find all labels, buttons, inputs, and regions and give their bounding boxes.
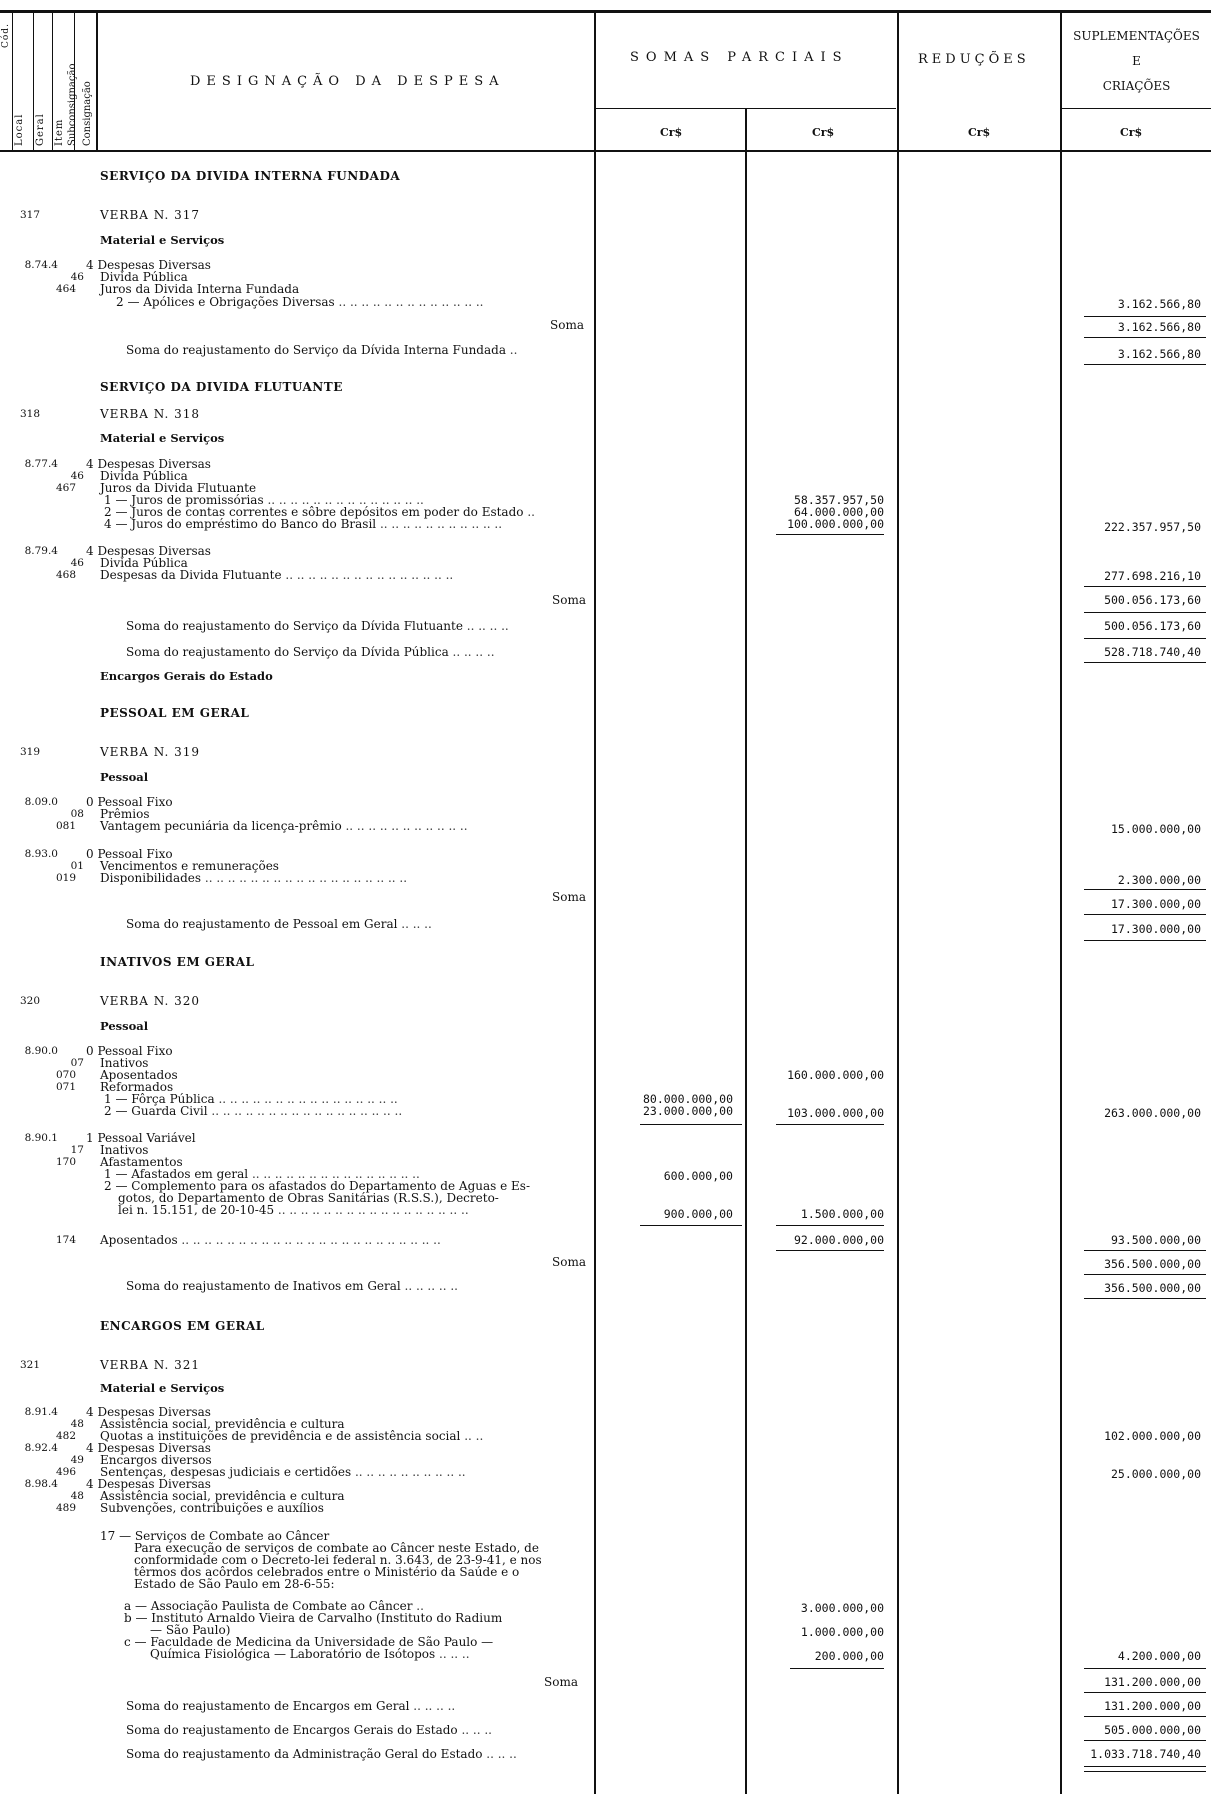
line-code: 170 — [55, 1156, 76, 1168]
value-suplem: 277.698.216,10 — [1104, 569, 1201, 583]
line-code: 496 — [55, 1466, 76, 1478]
rule — [1084, 364, 1206, 365]
line-text: 1 — Fôrça Pública .. .. .. .. .. .. .. .. .. .. .. .. .. .. .. .. — [104, 1092, 398, 1106]
reaj-label: Soma do reajustamento de Inativos em Geral .. .. .. .. .. — [126, 1279, 458, 1293]
header-bottom-rule — [0, 150, 1211, 152]
line-text: c — Faculdade de Medicina da Universidade de São Paulo — — [124, 1635, 494, 1649]
line-text: 2 — Complemento para os afastados do Departamento de Aguas e Es- — [104, 1179, 530, 1193]
value-suplem: 15.000.000,00 — [1110, 822, 1201, 836]
soma-label: Soma — [550, 318, 584, 332]
double-rule — [1084, 1766, 1206, 1772]
line-code: 464 — [55, 283, 76, 295]
value-parcial: 23.000.000,00 — [642, 1104, 733, 1118]
line-text: 4 Despesas Diversas — [86, 457, 211, 471]
line-text: 0 Pessoal Fixo — [86, 1044, 173, 1058]
line-code: 081 — [55, 820, 76, 832]
line-text: 0 Pessoal Fixo — [86, 847, 173, 861]
line-text: Assistência social, previdência e cultura — [100, 1489, 345, 1503]
line-code: 48 — [70, 1418, 84, 1430]
verba-code: 321 — [19, 1359, 40, 1371]
currency-col4: Cr$ — [1120, 126, 1143, 139]
line-text: têrmos dos acôrdos celebrados entre o Ministério da Saúde e o — [134, 1565, 520, 1579]
line-code: 8.74.4 — [24, 259, 58, 271]
currency-col2: Cr$ — [812, 126, 835, 139]
line-text: lei n. 15.151, de 20-10-45 .. .. .. .. .. .. .. .. .. .. .. .. .. .. .. .. .. — [118, 1203, 469, 1217]
col-divider-somas — [594, 10, 596, 1794]
reaj-label: Soma do reajustamento do Serviço da Dívida Pública .. .. .. .. — [126, 645, 495, 659]
line-code: 8.93.0 — [24, 848, 58, 860]
verba-label: VERBA N. 320 — [100, 994, 201, 1008]
reaj-label: Soma do reajustamento da Administração Geral do Estado .. .. .. — [126, 1747, 517, 1761]
rule — [1084, 316, 1206, 317]
reaj-value: 528.718.740,40 — [1104, 645, 1201, 659]
verba-code: 318 — [19, 408, 40, 420]
subheading: Pessoal — [100, 770, 149, 784]
value-parcial: 100.000.000,00 — [787, 517, 884, 531]
line-text: Inativos — [100, 1143, 149, 1157]
col-divider-cod — [12, 10, 13, 152]
line-text: Quotas a instituições de previdência e de assistência social .. .. — [100, 1429, 484, 1443]
header-mid-rule-right — [1062, 108, 1211, 109]
subheading: Material e Serviços — [100, 431, 225, 445]
reaj-label: Soma do reajustamento do Serviço da Dívida Flutuante .. .. .. .. — [126, 619, 509, 633]
reaj-value: 131.200.000,00 — [1104, 1699, 1201, 1713]
line-text: Encargos diversos — [100, 1453, 212, 1467]
line-text: 1 — Afastados em geral .. .. .. .. .. .. .. .. .. .. .. .. .. .. .. — [104, 1167, 420, 1181]
soma-label: Soma — [552, 890, 586, 904]
value-suplem: 93.500.000,00 — [1110, 1233, 1201, 1247]
line-text: 17 — Serviços de Combate ao Câncer — [100, 1529, 330, 1543]
subheading: Material e Serviços — [100, 233, 225, 247]
line-code: 46 — [70, 557, 84, 569]
rule — [776, 1124, 884, 1125]
rule — [1084, 662, 1206, 663]
line-text: Aposentados — [100, 1068, 178, 1082]
line-text: Despesas da Divida Flutuante .. .. .. .. .. .. .. .. .. .. .. .. .. .. .. — [100, 568, 454, 582]
col-divider-a — [33, 10, 34, 152]
verba-label: VERBA N. 318 — [100, 407, 201, 421]
line-text: a — Associação Paulista de Combate ao Câncer .. — [124, 1599, 424, 1613]
line-code: 482 — [55, 1430, 76, 1442]
verba-code: 317 — [19, 209, 40, 221]
verba-label: VERBA N. 319 — [100, 745, 201, 759]
reaj-value: 505.000.000,00 — [1104, 1723, 1201, 1737]
rule — [1084, 612, 1206, 613]
line-text: Vencimentos e remunerações — [100, 859, 279, 873]
line-text: Juros da Divida Flutuante — [100, 481, 257, 495]
header-reducoes: REDUÇÕES — [918, 52, 1030, 67]
reaj-label: Soma do reajustamento de Encargos em Geral .. .. .. .. — [126, 1699, 456, 1713]
value-suplem: 4.200.000,00 — [1117, 1649, 1201, 1663]
rule — [640, 1225, 742, 1226]
reaj-value: 3.162.566,80 — [1117, 347, 1201, 361]
line-text: Divida Pública — [100, 270, 188, 284]
col-subconsignacao: Subconsignação — [67, 63, 78, 146]
value-parcial: 3.000.000,00 — [800, 1601, 884, 1615]
col-divider-left — [96, 10, 98, 152]
currency-col3: Cr$ — [968, 126, 991, 139]
col-item: Item — [54, 118, 65, 146]
reaj-label: Soma do reajustamento de Encargos Gerais do Estado .. .. .. — [126, 1723, 492, 1737]
rule — [1084, 638, 1206, 639]
value-parcial: 200.000,00 — [814, 1649, 884, 1663]
line-code: 467 — [55, 482, 76, 494]
rule — [1084, 586, 1206, 587]
line-text: 4 Despesas Diversas — [86, 258, 211, 272]
line-text: Afastamentos — [100, 1155, 183, 1169]
soma-value: 356.500.000,00 — [1104, 1257, 1201, 1271]
value-suplem: 222.357.957,50 — [1104, 520, 1201, 534]
rule — [1084, 1668, 1206, 1669]
subheading: Encargos Gerais do Estado — [100, 669, 273, 683]
value-parcial: 80.000.000,00 — [642, 1092, 733, 1106]
value-suplem: 263.000.000,00 — [1104, 1106, 1201, 1120]
rule — [1084, 1274, 1206, 1275]
col-consignacao: Consignação — [82, 81, 93, 146]
line-text: 4 — Juros do empréstimo do Banco do Brasil .. .. .. .. .. .. .. .. .. .. .. — [104, 517, 503, 531]
value-parcial: 160.000.000,00 — [787, 1068, 884, 1082]
verba-code: 320 — [19, 995, 40, 1007]
reaj-value: 356.500.000,00 — [1104, 1281, 1201, 1295]
rule — [1084, 1740, 1206, 1741]
line-code: 468 — [55, 569, 76, 581]
currency-col1: Cr$ — [660, 126, 683, 139]
line-code: 8.98.4 — [24, 1478, 58, 1490]
line-text: — São Paulo) — [150, 1623, 231, 1637]
line-text: Subvenções, contribuições e auxílios — [100, 1501, 324, 1515]
rule — [776, 1250, 884, 1251]
value-parcial: 58.357.957,50 — [793, 493, 884, 507]
line-code: 8.91.4 — [24, 1406, 58, 1418]
rule — [1084, 1250, 1206, 1251]
reaj-label: Soma do reajustamento do Serviço da Dívida Interna Fundada .. — [126, 343, 518, 357]
line-text: 0 Pessoal Fixo — [86, 795, 173, 809]
line-text: 2 — Guarda Civil .. .. .. .. .. .. .. .. .. .. .. .. .. .. .. .. .. — [104, 1104, 403, 1118]
section-title: SERVIÇO DA DIVIDA INTERNA FUNDADA — [100, 169, 401, 183]
line-text: 4 Despesas Diversas — [86, 544, 211, 558]
line-code: 071 — [55, 1081, 76, 1093]
value-parcial: 1.500.000,00 — [800, 1207, 884, 1221]
line-text: Divida Pública — [100, 556, 188, 570]
line-code: 8.90.0 — [24, 1045, 58, 1057]
line-code: 48 — [70, 1490, 84, 1502]
rule — [1084, 940, 1206, 941]
rule — [776, 534, 884, 535]
value-suplem: 3.162.566,80 — [1117, 297, 1201, 311]
rule — [1084, 1298, 1206, 1299]
line-text: Química Fisiológica — Laboratório de Isótopos .. .. .. — [150, 1647, 470, 1661]
soma-label: Soma — [552, 593, 586, 607]
line-code: 46 — [70, 470, 84, 482]
col-divider-suplem — [1060, 10, 1062, 1794]
verba-label: VERBA N. 317 — [100, 208, 201, 222]
reaj-value: 17.300.000,00 — [1110, 922, 1201, 936]
soma-label: Soma — [552, 1255, 586, 1269]
line-text: 1 — Juros de promissórias .. .. .. .. .. .. .. .. .. .. .. .. .. .. — [104, 493, 424, 507]
reaj-value: 1.033.718.740,40 — [1090, 1747, 1201, 1761]
line-code: 489 — [55, 1502, 76, 1514]
line-code: 8.09.0 — [24, 796, 58, 808]
rule — [790, 1668, 884, 1669]
header-criacoes: CRIAÇÕES — [1102, 79, 1171, 93]
line-text: 4 Despesas Diversas — [86, 1405, 211, 1419]
line-code: 17 — [70, 1144, 84, 1156]
line-code: 01 — [70, 860, 84, 872]
col-divider-b — [52, 10, 53, 152]
line-code: 8.79.4 — [24, 545, 58, 557]
value-parcial: 1.000.000,00 — [800, 1625, 884, 1639]
line-code: 019 — [55, 872, 76, 884]
col-geral: Geral — [35, 113, 46, 146]
line-code: 08 — [70, 808, 84, 820]
line-text: 2 — Juros de contas correntes e sôbre depósitos em poder do Estado .. — [104, 505, 535, 519]
line-text: Prêmios — [100, 807, 150, 821]
rule — [1084, 1692, 1206, 1693]
line-text: Inativos — [100, 1056, 149, 1070]
line-text: 2 — Apólices e Obrigações Diversas .. .. .. .. .. .. .. .. .. .. .. .. .. — [116, 295, 484, 309]
line-code: 174 — [55, 1234, 76, 1246]
verba-code: 319 — [19, 746, 40, 758]
soma-value: 131.200.000,00 — [1104, 1675, 1201, 1689]
line-text: conformidade com o Decreto-lei federal n. 3.643, de 23-9-41, e nos — [134, 1553, 542, 1567]
value-parcial: 103.000.000,00 — [787, 1106, 884, 1120]
line-text: Vantagem pecuniária da licença-prêmio .. .. .. .. .. .. .. .. .. .. .. — [100, 819, 468, 833]
value-parcial: 900.000,00 — [663, 1207, 733, 1221]
reaj-value: 500.056.173,60 — [1104, 619, 1201, 633]
soma-value: 3.162.566,80 — [1117, 320, 1201, 334]
line-code: 070 — [55, 1069, 76, 1081]
line-text: Juros da Divida Interna Fundada — [100, 282, 300, 296]
line-text: Reformados — [100, 1080, 174, 1094]
line-text: 1 Pessoal Variável — [86, 1131, 196, 1145]
section-title: ENCARGOS EM GERAL — [100, 1319, 265, 1333]
value-suplem: 102.000.000,00 — [1104, 1429, 1201, 1443]
subheading: Pessoal — [100, 1019, 149, 1033]
line-code: 49 — [70, 1454, 84, 1466]
line-text: Aposentados .. .. .. .. .. .. .. .. .. .. .. .. .. .. .. .. .. .. .. .. .. .. .. — [100, 1233, 441, 1247]
line-text: gotos, do Departamento de Obras Sanitárias (R.S.S.), Decreto- — [118, 1191, 499, 1205]
section-title: SERVIÇO DA DIVIDA FLUTUANTE — [100, 380, 343, 394]
value-parcial: 92.000.000,00 — [793, 1233, 884, 1247]
verba-label: VERBA N. 321 — [100, 1358, 201, 1372]
header-e: E — [1132, 54, 1141, 68]
rule — [1084, 889, 1206, 890]
rule — [1084, 337, 1206, 338]
line-text: Sentenças, despesas judiciais e certidões .. .. .. .. .. .. .. .. .. .. — [100, 1465, 466, 1479]
col-divider-reducoes — [897, 10, 899, 1794]
header-somas-parciais: SOMAS PARCIAIS — [630, 50, 849, 65]
cod-label: Cód. — [1, 23, 11, 48]
reaj-label: Soma do reajustamento de Pessoal em Geral .. .. .. — [126, 917, 432, 931]
header-suplementacoes: SUPLEMENTAÇÕES — [1073, 29, 1200, 43]
line-text: Assistência social, previdência e cultura — [100, 1417, 345, 1431]
section-title: INATIVOS EM GERAL — [100, 955, 255, 969]
value-parcial: 600.000,00 — [663, 1169, 733, 1183]
line-text: 4 Despesas Diversas — [86, 1441, 211, 1455]
line-text: b — Instituto Arnaldo Vieira de Carvalho (Instituto do Radium — [124, 1611, 503, 1625]
line-code: 8.92.4 — [24, 1442, 58, 1454]
line-text: Para execução de serviços de combate ao Câncer neste Estado, de — [134, 1541, 539, 1555]
col-divider-somas-mid — [745, 108, 747, 1794]
line-code: 8.77.4 — [24, 458, 58, 470]
section-title: PESSOAL EM GERAL — [100, 706, 250, 720]
line-text: 4 Despesas Diversas — [86, 1477, 211, 1491]
rule — [1084, 914, 1206, 915]
value-suplem: 25.000.000,00 — [1110, 1467, 1201, 1481]
rule — [776, 1225, 884, 1226]
soma-value: 500.056.173,60 — [1104, 593, 1201, 607]
line-text: Estado de São Paulo em 28-6-55: — [134, 1577, 335, 1591]
line-text: Divida Pública — [100, 469, 188, 483]
soma-value: 17.300.000,00 — [1110, 897, 1201, 911]
top-rule — [0, 10, 1211, 13]
rule — [640, 1124, 742, 1125]
line-text: Disponibilidades .. .. .. .. .. .. .. .. .. .. .. .. .. .. .. .. .. .. — [100, 871, 408, 885]
value-suplem: 2.300.000,00 — [1117, 873, 1201, 887]
subheading: Material e Serviços — [100, 1381, 225, 1395]
col-local: Local — [14, 113, 25, 146]
line-code: 46 — [70, 271, 84, 283]
soma-label: Soma — [544, 1675, 578, 1689]
rule — [1084, 1716, 1206, 1717]
header-designacao: DESIGNAÇÃO DA DESPESA — [190, 74, 505, 89]
line-code: 07 — [70, 1057, 84, 1069]
value-parcial: 64.000.000,00 — [793, 505, 884, 519]
line-code: 8.90.1 — [24, 1132, 58, 1144]
